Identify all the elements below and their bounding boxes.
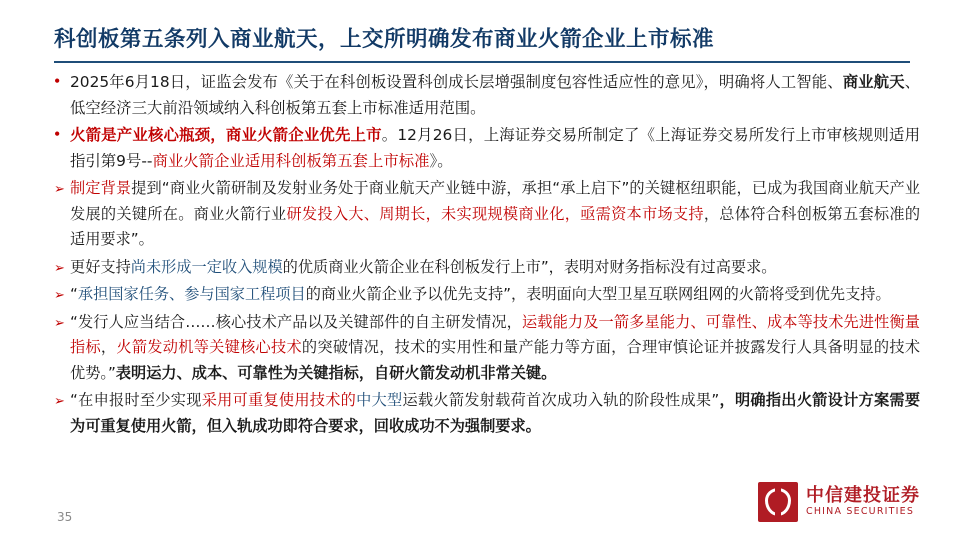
- list-item: [54, 70, 920, 121]
- page-number: 35: [57, 510, 73, 524]
- arrow-bullet-icon: ➢: [54, 393, 65, 408]
- title-block: [54, 22, 910, 63]
- bullet-text-1: 2025年6月18日，证监会发布《关于在科创板设置科创成长层增强制度包容性适应性的意见》，明确将人工智能、商业航天、低空经济三大前沿领域纳入科创板第五套上市标准适用范围。: [70, 73, 920, 117]
- bullet-text-5: “承担国家任务、参与国家工程项目的商业火箭企业予以优先支持”，表明面向大型卫星互联网组网的火箭将受到优先支持。: [70, 285, 891, 303]
- page-title: 科创板第五条列入商业航天，上交所明确发布商业火箭企业上市标准: [54, 27, 715, 52]
- company-logo: [758, 482, 920, 522]
- bullet-text-4: 更好支持尚未形成一定收入规模的优质商业火箭企业在科创板发行上市”，表明对财务指标没有过高要求。: [70, 257, 777, 276]
- arrow-bullet-icon: ➢: [54, 259, 65, 275]
- title-divider: [54, 61, 910, 63]
- bullet-text-6: “发行人应当结合……核心技术产品以及关键部件的自主研发情况，运载能力及一箭多星能力、可靠性、成本等技术先进性衡量指标，火箭发动机等关键核心技术的突破情况，技术的实用性和量产能力等方面，合理审慎论证并披露发行人具备明显的技术优势。”表明运力、成本、可靠性为关键指标，自研火箭发动机非常关键。: [70, 312, 921, 382]
- arrow-bullet-icon: ➢: [54, 181, 65, 196]
- csc-logo-icon: [758, 482, 798, 522]
- list-item: [54, 282, 920, 308]
- bullet-text-7: “在申报时至少实现采用可重复使用技术的中大型运载火箭发射载荷首次成功入轨的阶段性成果”，明确指出火箭设计方案需要为可重复使用火箭，但入轨成功即符合要求，回收成功不为强制要求。: [70, 391, 921, 435]
- logo-name-en: CHINA SECURITIES: [806, 505, 915, 517]
- list-item: [54, 176, 920, 253]
- bullet-dot-icon: •: [54, 71, 61, 91]
- logo-text: [806, 486, 920, 518]
- arrow-bullet-icon: ➢: [54, 314, 65, 330]
- bullet-text-2: 火箭是产业核心瓶颈，商业火箭企业优先上市。12月26日，上海证券交易所制定了《上海证券交易所发行上市审核规则适用指引第9号--商业火箭企业适用科创板第五套上市标准》。: [70, 126, 920, 170]
- list-item: [54, 310, 920, 387]
- list-item: [54, 123, 920, 174]
- arrow-bullet-icon: ➢: [54, 287, 65, 302]
- body-content: [54, 70, 920, 441]
- bullet-dot-icon: •: [54, 124, 61, 144]
- list-item: [54, 388, 920, 439]
- logo-name-cn: 中信建投证券: [806, 485, 920, 507]
- list-item: [54, 255, 920, 281]
- bullet-text-3: 制定背景提到“商业火箭研制及发射业务处于商业航天产业链中游，承担“承上启下”的关键枢纽职能，已成为我国商业航天产业发展的关键所在。商业火箭行业研发投入大、周期长，未实现规模商业化，亟需资本市场支持，总体符合科创板第五套标准的适用要求”。: [70, 179, 921, 248]
